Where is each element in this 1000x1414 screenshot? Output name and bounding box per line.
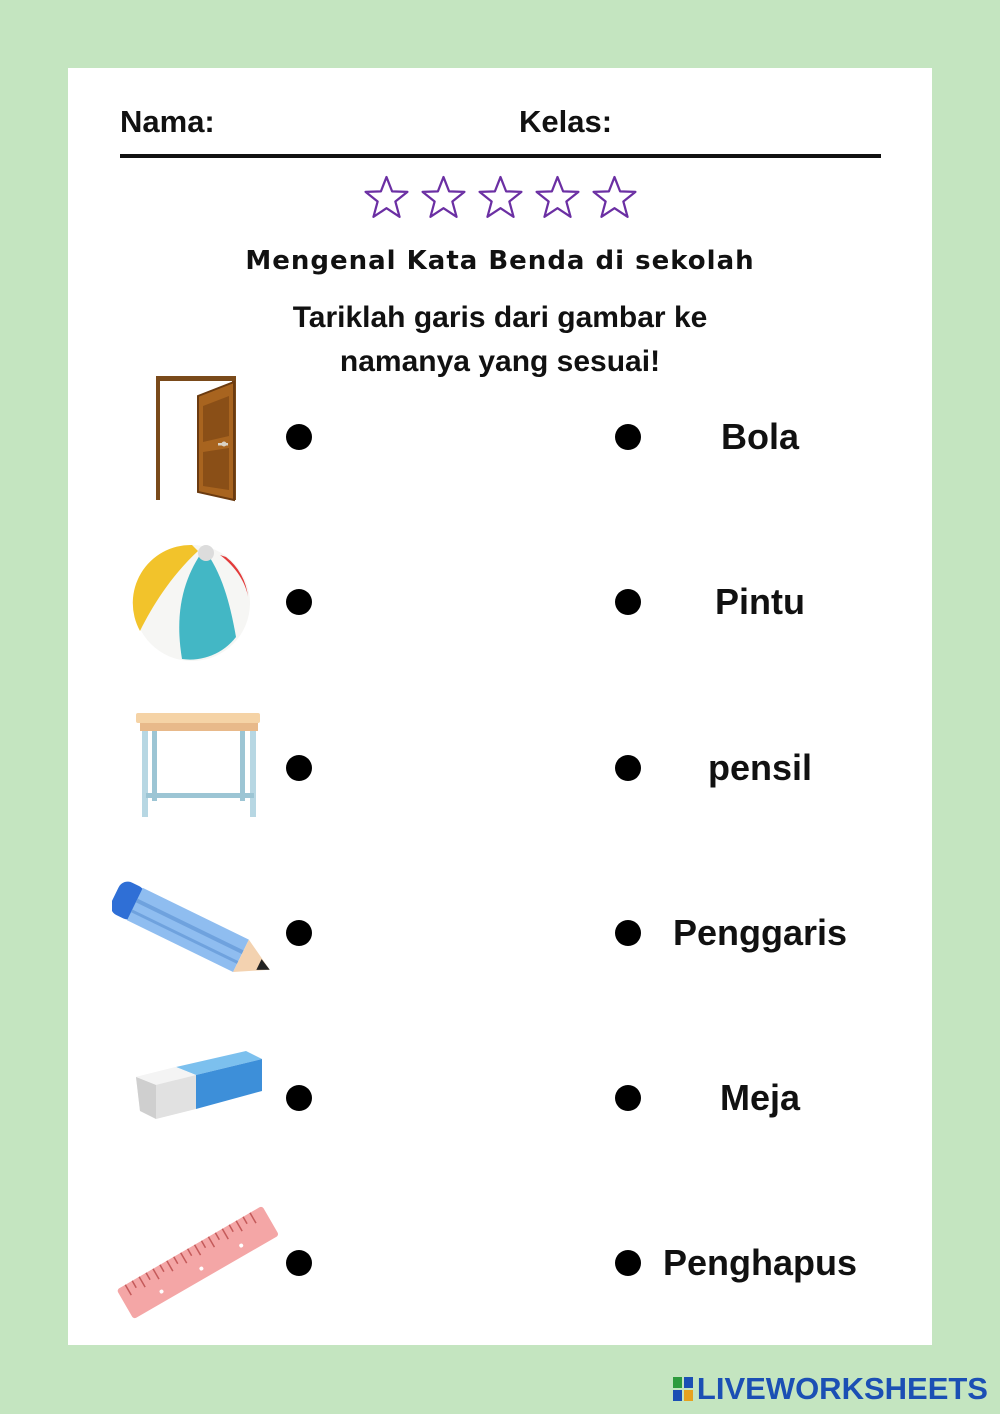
match-row xyxy=(68,1033,932,1163)
class-label: Kelas: xyxy=(519,104,613,139)
liveworksheets-brand[interactable] xyxy=(673,1372,988,1406)
right-dot[interactable] xyxy=(615,1085,641,1111)
left-dot[interactable] xyxy=(286,424,312,450)
worksheet-title: Mengenal Kata Benda di sekolah xyxy=(245,246,755,276)
instruction-text xyxy=(68,296,932,384)
star-rating[interactable] xyxy=(361,173,640,224)
match-row xyxy=(68,703,932,833)
brand-text: LIVEWORKSHEETS xyxy=(696,1371,988,1406)
worksheet xyxy=(68,68,932,1345)
left-dot[interactable] xyxy=(286,589,312,615)
beach-ball-icon xyxy=(112,537,272,667)
match-row xyxy=(68,537,932,667)
word-label: Penggaris xyxy=(672,912,848,953)
name-label: Nama: xyxy=(120,104,215,139)
word-label: pensil xyxy=(707,747,813,788)
right-dot[interactable] xyxy=(615,920,641,946)
star-icon[interactable] xyxy=(361,173,412,224)
instruction-line: namanya yang sesuai! xyxy=(339,345,661,378)
instruction-line: Tariklah garis dari gambar ke xyxy=(292,301,708,334)
star-icon[interactable] xyxy=(589,173,640,224)
door-icon xyxy=(112,372,272,502)
left-dot[interactable] xyxy=(286,1250,312,1276)
eraser-icon xyxy=(112,1033,272,1163)
word-label: Penghapus xyxy=(662,1242,858,1283)
star-icon[interactable] xyxy=(475,173,526,224)
right-dot[interactable] xyxy=(615,1250,641,1276)
liveworksheets-logo-icon xyxy=(673,1377,693,1401)
desk-icon xyxy=(112,703,272,833)
left-dot[interactable] xyxy=(286,1085,312,1111)
star-icon[interactable] xyxy=(418,173,469,224)
header-rule xyxy=(120,154,881,158)
ruler-icon xyxy=(112,1198,282,1328)
left-dot[interactable] xyxy=(286,755,312,781)
right-dot[interactable] xyxy=(615,755,641,781)
right-dot[interactable] xyxy=(615,424,641,450)
star-icon[interactable] xyxy=(532,173,583,224)
word-label: Meja xyxy=(719,1077,801,1118)
match-row xyxy=(68,1198,932,1328)
word-label: Pintu xyxy=(715,581,805,622)
left-dot[interactable] xyxy=(286,920,312,946)
word-label: Bola xyxy=(720,416,799,457)
match-row xyxy=(68,868,932,998)
pencil-icon xyxy=(112,868,272,998)
right-dot[interactable] xyxy=(615,589,641,615)
match-row xyxy=(68,372,932,502)
